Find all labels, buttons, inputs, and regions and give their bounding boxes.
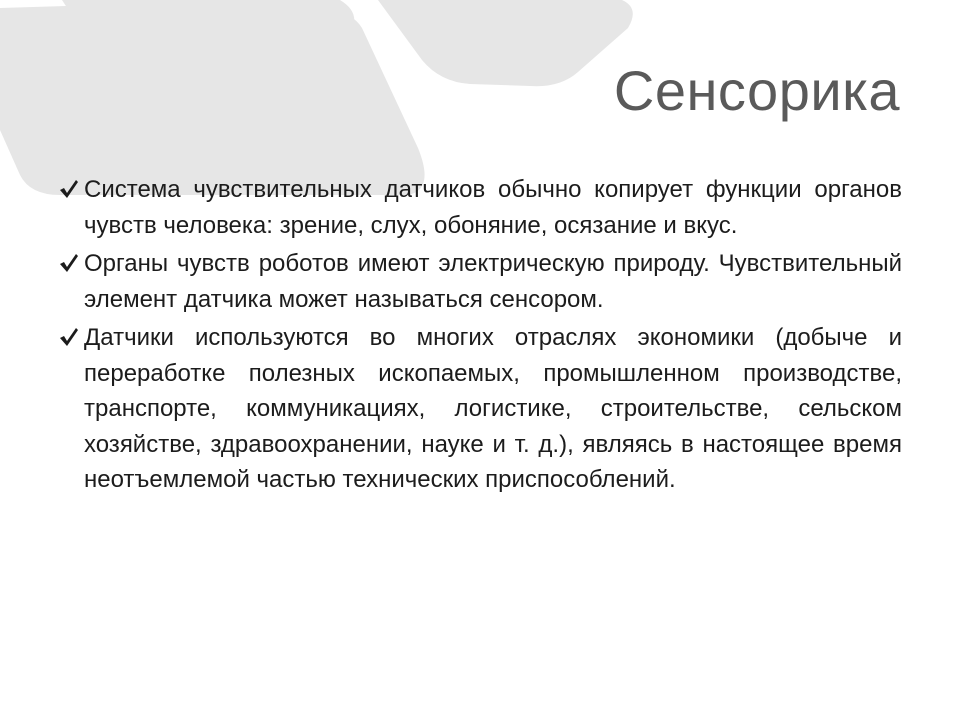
decor-shape-right — [378, 0, 633, 86]
check-icon — [58, 178, 80, 200]
check-icon — [58, 252, 80, 274]
bullet-list — [58, 172, 902, 501]
slide-title: Сенсорика — [613, 59, 900, 122]
bullet-item — [58, 320, 902, 498]
bullet-item — [58, 246, 902, 317]
bullet-text: Органы чувств роботов имеют электрическую природу. Чувствительный элемент датчика может называться сенсором. — [84, 250, 902, 313]
bullet-item — [58, 172, 902, 243]
bullet-text: Датчики используются во многих отраслях экономики (добыче и переработке полезных ископаемых, промышленном производстве, транспорте, коммуникациях, логистике, строительстве, сельском хозяйстве, здравоохранении, науке и т. д.), являясь в настоящее время неотъемлемой частью технических приспособлений. — [84, 324, 902, 493]
check-icon — [58, 326, 80, 348]
bullet-text: Система чувствительных датчиков обычно копирует функции органов чувств человека: зрение, слух, обоняние, осязание и вкус. — [84, 176, 902, 239]
